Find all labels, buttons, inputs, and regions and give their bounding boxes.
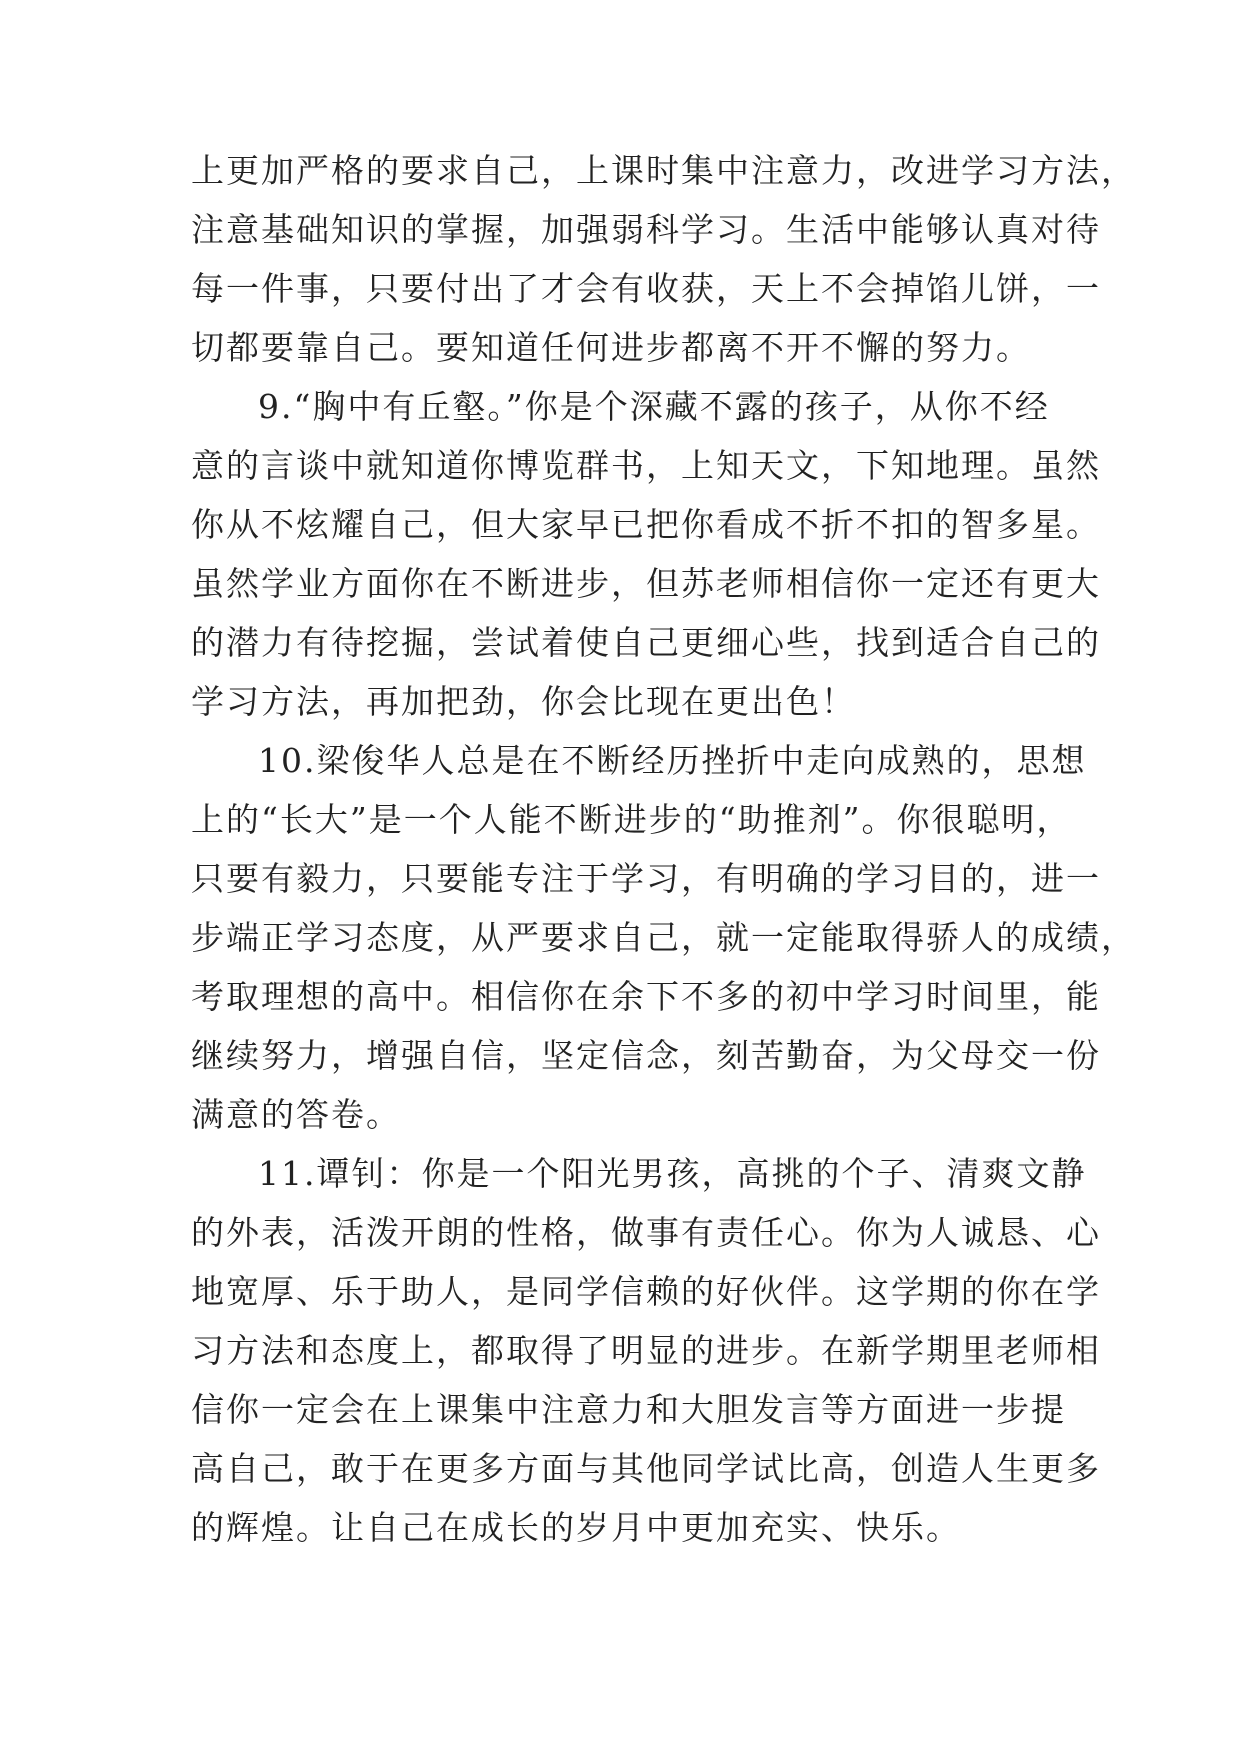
text-line: 的外表，活泼开朗的性格，做事有责任心。你为人诚恳、心: [191, 1213, 1101, 1252]
paragraph-start-9: 9.“胸中有丘壑。”你是个深藏不露的孩子，从你不经: [258, 387, 1050, 426]
text-line: 的辉煌。让自己在成长的岁月中更加充实、快乐。: [191, 1508, 961, 1547]
text-line: 继续努力，增强自信，坚定信念，刻苦勤奋，为父母交一份: [191, 1036, 1101, 1075]
text-line: 考取理想的高中。相信你在余下不多的初中学习时间里，能: [191, 977, 1101, 1016]
text-line: 学习方法，再加把劲，你会比现在更出色！: [191, 682, 856, 721]
text-line: 高自己，敢于在更多方面与其他同学试比高，创造人生更多: [191, 1449, 1101, 1488]
text-line: 只要有毅力，只要能专注于学习，有明确的学习目的，进一: [191, 859, 1101, 898]
paragraph-start-11: 11.谭钊：你是一个阳光男孩，高挑的个子、清爽文静: [258, 1154, 1087, 1193]
text-line: 步端正学习态度，从严要求自己，就一定能取得骄人的成绩，: [191, 918, 1136, 957]
text-line: 你从不炫耀自己，但大家早已把你看成不折不扣的智多星。: [191, 505, 1101, 544]
text-line: 虽然学业方面你在不断进步，但苏老师相信你一定还有更大: [191, 564, 1101, 603]
text-line: 意的言谈中就知道你博览群书，上知天文，下知地理。虽然: [191, 446, 1101, 485]
paragraph-start-10: 10.梁俊华人总是在不断经历挫折中走向成熟的，思想: [258, 741, 1087, 780]
text-line: 习方法和态度上，都取得了明显的进步。在新学期里老师相: [191, 1331, 1101, 1370]
text-line: 注意基础知识的掌握，加强弱科学习。生活中能够认真对待: [191, 210, 1101, 249]
text-line: 每一件事，只要付出了才会有收获，天上不会掉馅儿饼，一: [191, 269, 1101, 308]
text-line: 地宽厚、乐于助人，是同学信赖的好伙伴。这学期的你在学: [191, 1272, 1101, 1311]
text-line: 信你一定会在上课集中注意力和大胆发言等方面进一步提: [191, 1390, 1066, 1429]
text-line: 切都要靠自己。要知道任何进步都离不开不懈的努力。: [191, 328, 1031, 367]
text-line: 满意的答卷。: [191, 1095, 401, 1134]
text-line: 上更加严格的要求自己，上课时集中注意力，改进学习方法，: [191, 151, 1136, 190]
text-line: 的潜力有待挖掘，尝试着使自己更细心些，找到适合自己的: [191, 623, 1101, 662]
text-line: 上的“长大”是一个人能不断进步的“助推剂”。你很聪明，: [191, 800, 1072, 839]
